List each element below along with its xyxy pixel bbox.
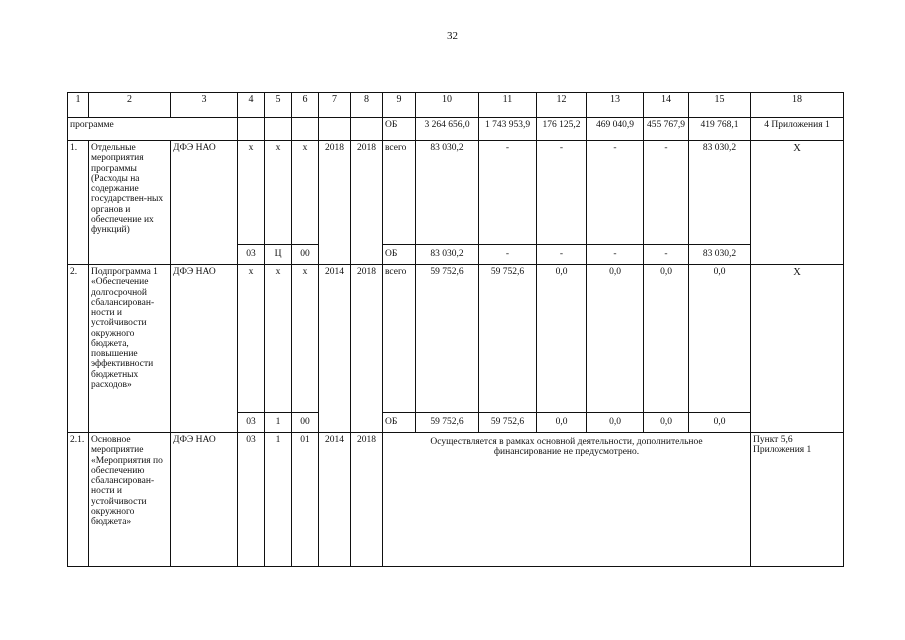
header-cell: 8 bbox=[351, 93, 383, 118]
value-cell: 419 768,1 bbox=[689, 118, 751, 141]
row-name: Отдельные мероприятия программы (Расходы на содержание государствен-ных органов и обеспечение их функций) bbox=[89, 141, 171, 265]
header-cell: 13 bbox=[587, 93, 644, 118]
value-cell: 83 030,2 bbox=[416, 141, 479, 245]
table-cell: х bbox=[238, 265, 265, 413]
year-end-cell: 2018 bbox=[351, 141, 383, 265]
table-row-2-1 bbox=[68, 433, 844, 567]
header-cell: 12 bbox=[537, 93, 587, 118]
value-cell: - bbox=[644, 141, 689, 245]
table-cell: 00 bbox=[292, 245, 319, 265]
header-cell: 7 bbox=[319, 93, 351, 118]
table-cell bbox=[351, 118, 383, 141]
header-cell: 9 bbox=[383, 93, 416, 118]
value-cell: 83 030,2 bbox=[416, 245, 479, 265]
value-cell: 0,0 bbox=[644, 265, 689, 413]
table-cell: 00 bbox=[292, 413, 319, 433]
value-cell: - bbox=[587, 245, 644, 265]
table-row-2 bbox=[68, 265, 844, 413]
value-cell: 0,0 bbox=[689, 265, 751, 413]
value-cell: 1 743 953,9 bbox=[479, 118, 537, 141]
executor-cell: ДФЭ НАО bbox=[171, 141, 238, 265]
reference-cell: 4 Приложения 1 bbox=[751, 118, 844, 141]
header-cell: 5 bbox=[265, 93, 292, 118]
table-row-1 bbox=[68, 141, 844, 245]
value-cell: 469 040,9 bbox=[587, 118, 644, 141]
value-cell: 83 030,2 bbox=[689, 141, 751, 245]
table-row-programme bbox=[68, 118, 844, 141]
header-cell: 1 bbox=[68, 93, 89, 118]
header-cell: 10 bbox=[416, 93, 479, 118]
value-cell: 59 752,6 bbox=[479, 413, 537, 433]
table-cell: х bbox=[265, 141, 292, 245]
table-cell bbox=[319, 118, 351, 141]
year-start-cell: 2014 bbox=[319, 265, 351, 433]
header-cell: 3 bbox=[171, 93, 238, 118]
source-cell: ОБ bbox=[383, 118, 416, 141]
value-cell: 0,0 bbox=[537, 265, 587, 413]
value-cell: 59 752,6 bbox=[416, 413, 479, 433]
table-cell: 1 bbox=[265, 433, 292, 567]
year-end-cell: 2018 bbox=[351, 433, 383, 567]
row-name: Подпрограмма 1 «Обеспечение долгосрочной сбалансирован-ности и устойчивости окружного бюджета, повышение эффективности бюджетных расходов» bbox=[89, 265, 171, 433]
table-cell: Ц bbox=[265, 245, 292, 265]
page-number: 32 bbox=[447, 30, 458, 42]
table-cell: 01 bbox=[292, 433, 319, 567]
note-cell: Осуществляется в рамках основной деятельности, дополнительное финансирование не предусмотрено. bbox=[383, 433, 751, 567]
table-cell: х bbox=[292, 141, 319, 245]
financing-table bbox=[67, 92, 844, 567]
header-cell: 14 bbox=[644, 93, 689, 118]
row-name: Основное мероприятие «Мероприятия по обеспечению сбалансирован-ности и устойчивости окружного бюджета» bbox=[89, 433, 171, 567]
value-cell: 176 125,2 bbox=[537, 118, 587, 141]
reference-cell: Пункт 5,6 Приложения 1 bbox=[751, 433, 844, 567]
year-start-cell: 2014 bbox=[319, 433, 351, 567]
reference-cell: Х bbox=[751, 265, 844, 433]
header-row bbox=[68, 93, 844, 118]
table-cell bbox=[265, 118, 292, 141]
header-cell: 6 bbox=[292, 93, 319, 118]
programme-label: программе bbox=[68, 118, 238, 141]
header-cell: 2 bbox=[89, 93, 171, 118]
source-cell: ОБ bbox=[383, 413, 416, 433]
table-cell: х bbox=[292, 265, 319, 413]
value-cell: 83 030,2 bbox=[689, 245, 751, 265]
source-cell: ОБ bbox=[383, 245, 416, 265]
value-cell: 0,0 bbox=[644, 413, 689, 433]
year-start-cell: 2018 bbox=[319, 141, 351, 265]
header-cell: 4 bbox=[238, 93, 265, 118]
year-end-cell: 2018 bbox=[351, 265, 383, 433]
table-cell: 03 bbox=[238, 413, 265, 433]
table-cell: х bbox=[265, 265, 292, 413]
value-cell: - bbox=[537, 141, 587, 245]
value-cell: - bbox=[537, 245, 587, 265]
row-number: 1. bbox=[68, 141, 89, 265]
table-cell bbox=[292, 118, 319, 141]
table-cell: 03 bbox=[238, 245, 265, 265]
table-cell: 03 bbox=[238, 433, 265, 567]
executor-cell: ДФЭ НАО bbox=[171, 433, 238, 567]
table-cell: х bbox=[238, 141, 265, 245]
value-cell: 59 752,6 bbox=[416, 265, 479, 413]
value-cell: - bbox=[479, 141, 537, 245]
header-cell: 15 bbox=[689, 93, 751, 118]
value-cell: - bbox=[587, 141, 644, 245]
row-number: 2. bbox=[68, 265, 89, 433]
value-cell: - bbox=[479, 245, 537, 265]
header-cell: 18 bbox=[751, 93, 844, 118]
source-cell: всего bbox=[383, 141, 416, 245]
value-cell: 455 767,9 bbox=[644, 118, 689, 141]
value-cell: - bbox=[644, 245, 689, 265]
value-cell: 0,0 bbox=[587, 413, 644, 433]
value-cell: 59 752,6 bbox=[479, 265, 537, 413]
value-cell: 0,0 bbox=[587, 265, 644, 413]
executor-cell: ДФЭ НАО bbox=[171, 265, 238, 433]
header-cell: 11 bbox=[479, 93, 537, 118]
table-cell bbox=[238, 118, 265, 141]
value-cell: 3 264 656,0 bbox=[416, 118, 479, 141]
row-number: 2.1. bbox=[68, 433, 89, 567]
value-cell: 0,0 bbox=[689, 413, 751, 433]
source-cell: всего bbox=[383, 265, 416, 413]
reference-cell: Х bbox=[751, 141, 844, 265]
value-cell: 0,0 bbox=[537, 413, 587, 433]
table-cell: 1 bbox=[265, 413, 292, 433]
